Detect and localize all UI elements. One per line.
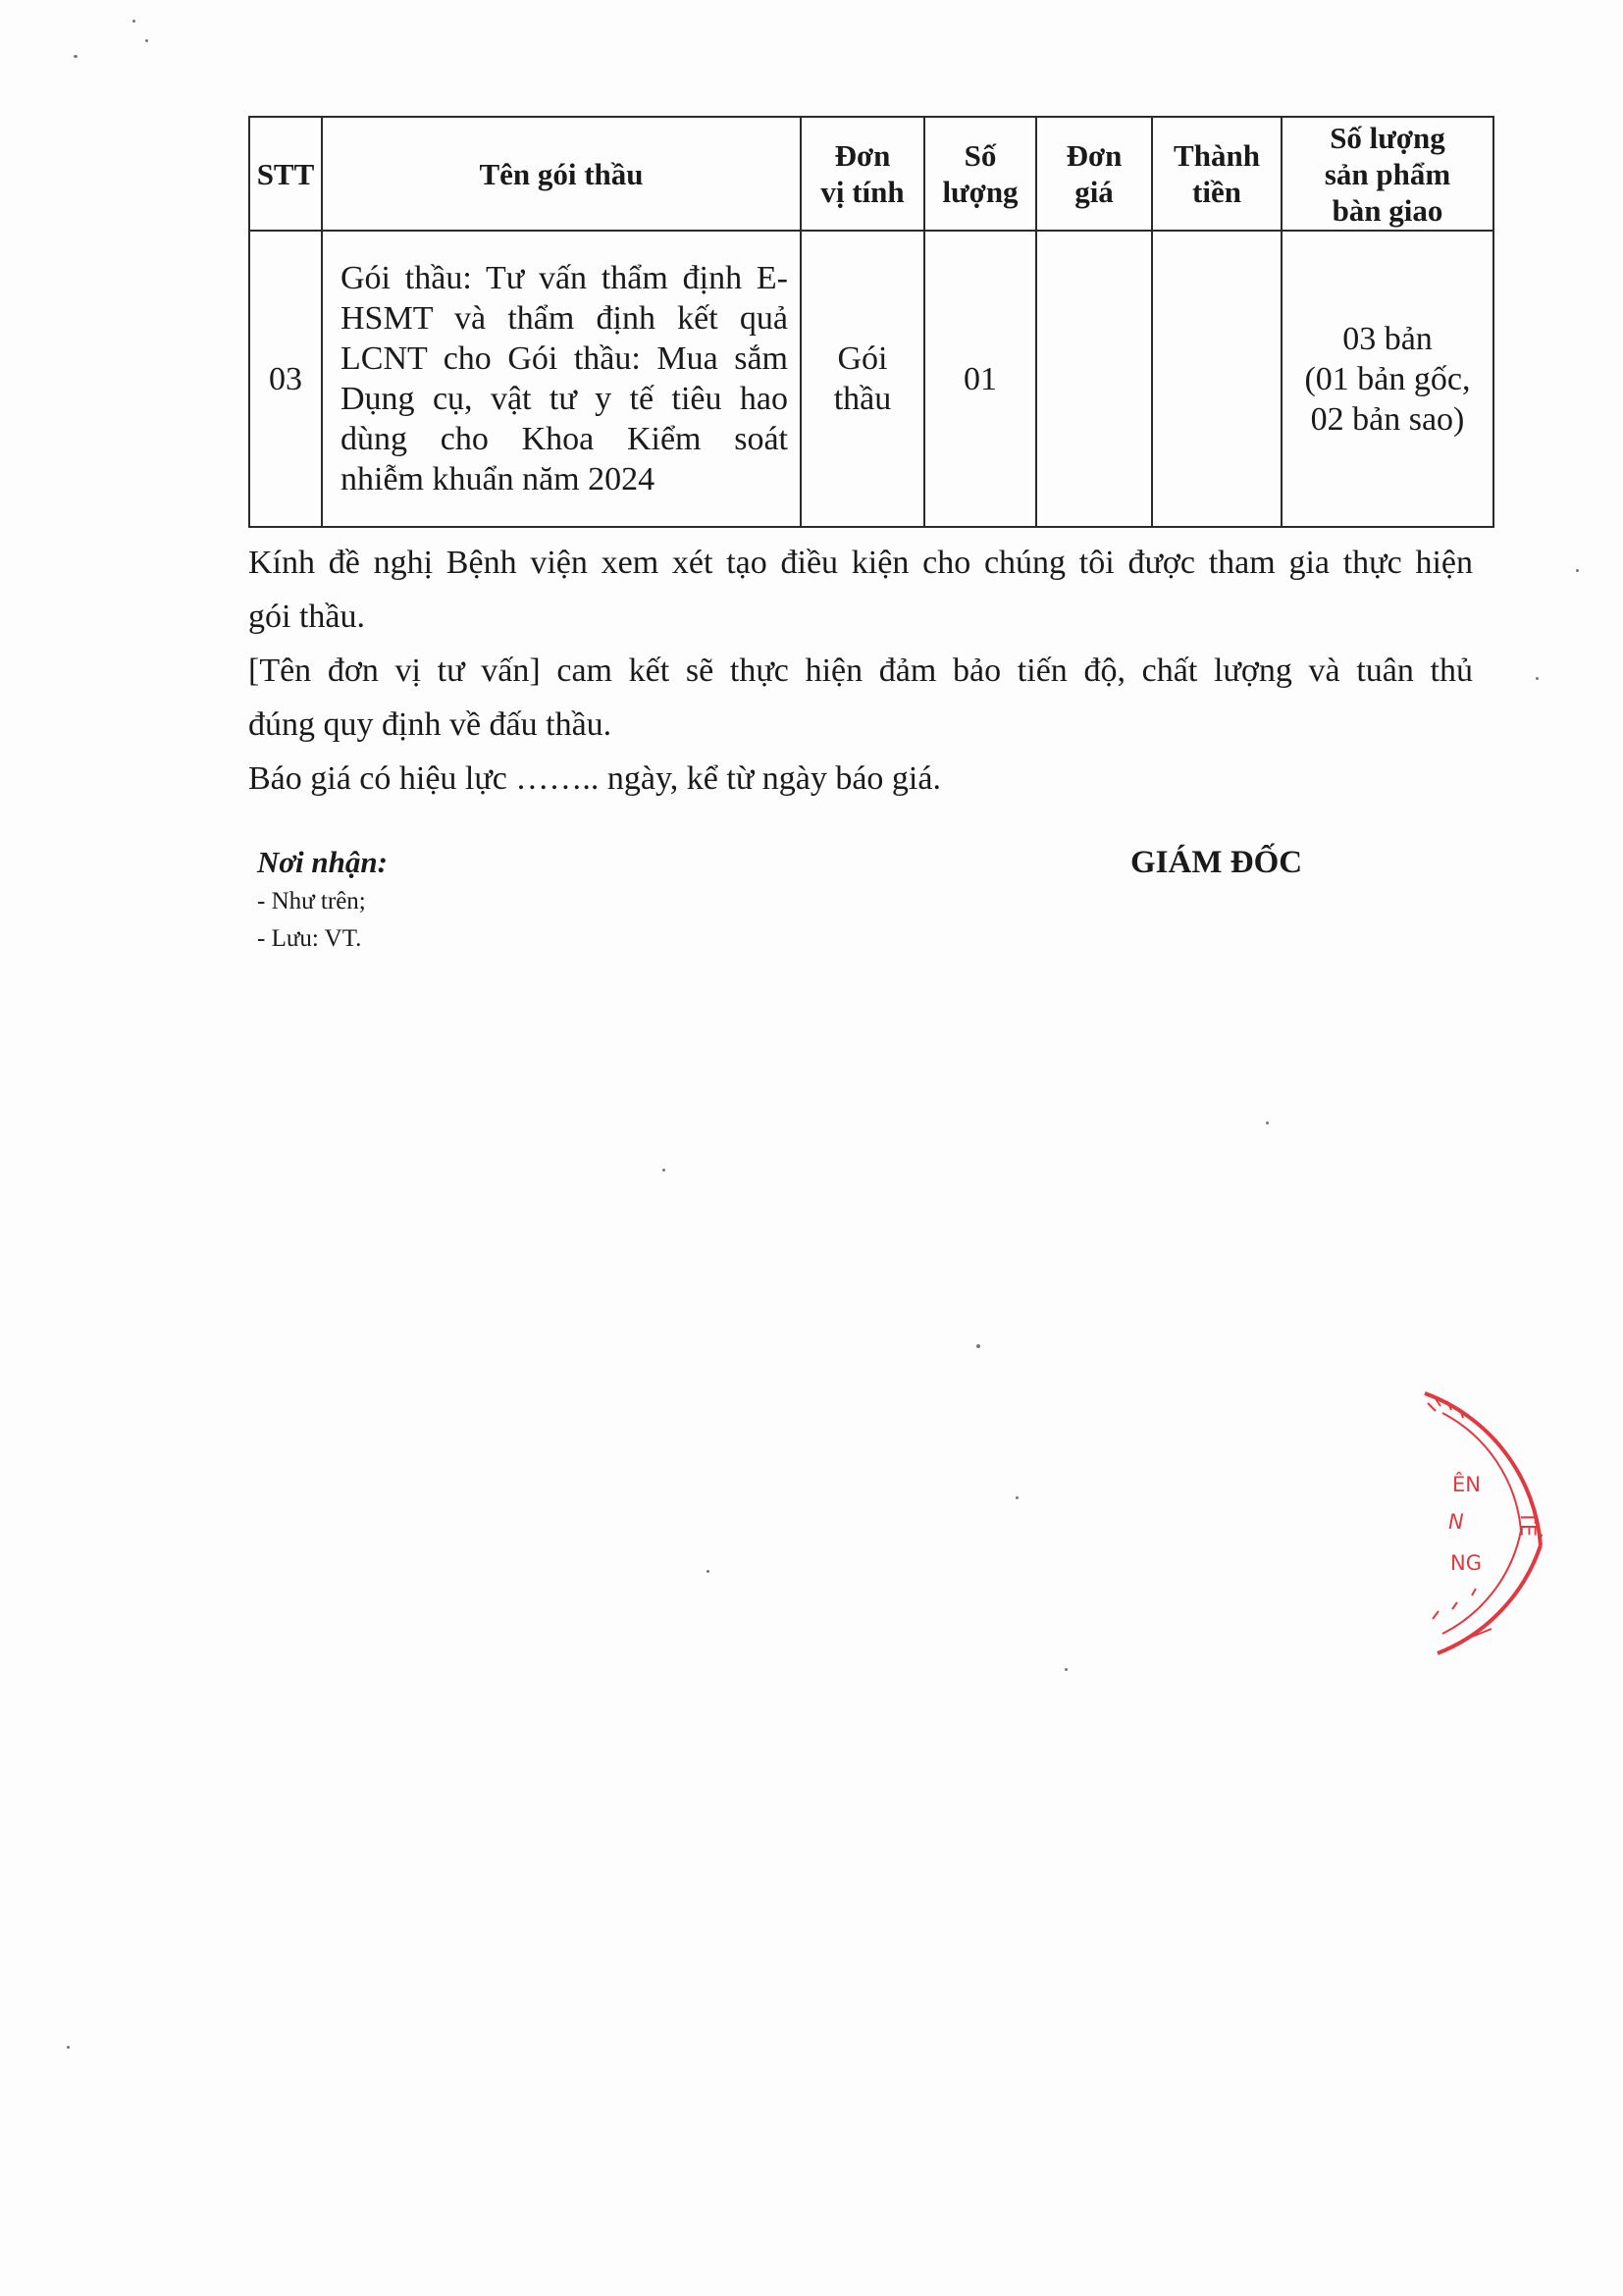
stamp-fragment-text: NG xyxy=(1450,1551,1482,1575)
scan-speck xyxy=(1266,1122,1269,1124)
red-stamp-seal xyxy=(1413,1374,1609,1668)
scan-speck xyxy=(1536,677,1539,680)
cell-unit: Gói thầu xyxy=(801,231,924,527)
signature-title: GIÁM ĐỐC xyxy=(1130,845,1303,880)
stamp-fragment-text: N xyxy=(1448,1510,1464,1534)
commitment-paragraph: [Tên đơn vị tư vấn] cam kết sẽ thực hiện đảm bảo tiến độ, chất lượng và tuân thủ đúng quy định về đấu thầu. xyxy=(248,652,1473,743)
table-header-row xyxy=(249,117,1493,231)
recipient-item: - Như trên; xyxy=(257,888,366,914)
scan-speck xyxy=(1016,1496,1019,1499)
cell-stt: 03 xyxy=(249,231,322,527)
cell-delivered-quantity: 03 bản (01 bản gốc, 02 bản sao) xyxy=(1282,231,1493,527)
table-row xyxy=(249,231,1493,527)
header-amount: Thành tiền xyxy=(1152,117,1282,231)
cell-package-name: Gói thầu: Tư vấn thẩm định E- HSMT và thẩm định kết quả LCNT cho Gói thầu: Mua sắm Dụng cụ, vật tư y tế tiêu hao dùng cho Khoa Kiểm soát nhiễm khuẩn năm 2024 xyxy=(322,231,801,527)
recipient-item: - Lưu: VT. xyxy=(257,925,362,952)
cell-unit-price xyxy=(1036,231,1152,527)
scan-speck xyxy=(707,1570,709,1573)
scan-speck xyxy=(67,2046,70,2049)
cell-amount xyxy=(1152,231,1282,527)
header-delivered-quantity: Số lượng sản phẩm bàn giao xyxy=(1282,117,1493,231)
scan-speck xyxy=(1576,569,1579,572)
recipients-block xyxy=(257,842,388,958)
validity-paragraph: Báo giá có hiệu lực …….. ngày, kể từ ngày báo giá. xyxy=(248,760,941,797)
stamp-fragment-text: ÊN xyxy=(1452,1473,1481,1496)
recipients-title: Nơi nhận: xyxy=(257,845,388,879)
scan-speck xyxy=(1065,1668,1068,1671)
request-paragraph: Kính đề nghị Bệnh viện xem xét tạo điều kiện cho chúng tôi được tham gia thực hiện gói thầu. xyxy=(248,545,1473,635)
stamp-fragment-text: TẾ xyxy=(1516,1511,1540,1538)
header-unit: Đơn vị tính xyxy=(801,117,924,231)
scan-speck xyxy=(662,1169,665,1172)
cell-quantity: 01 xyxy=(924,231,1036,527)
header-unit-price: Đơn giá xyxy=(1036,117,1152,231)
scan-speck xyxy=(976,1344,980,1348)
scan-speck xyxy=(145,39,148,42)
scan-speck xyxy=(132,20,135,23)
header-stt: STT xyxy=(249,117,322,231)
header-package-name: Tên gói thầu xyxy=(322,117,801,231)
quote-table xyxy=(248,116,1494,528)
scan-speck xyxy=(74,55,78,58)
header-quantity: Số lượng xyxy=(924,117,1036,231)
